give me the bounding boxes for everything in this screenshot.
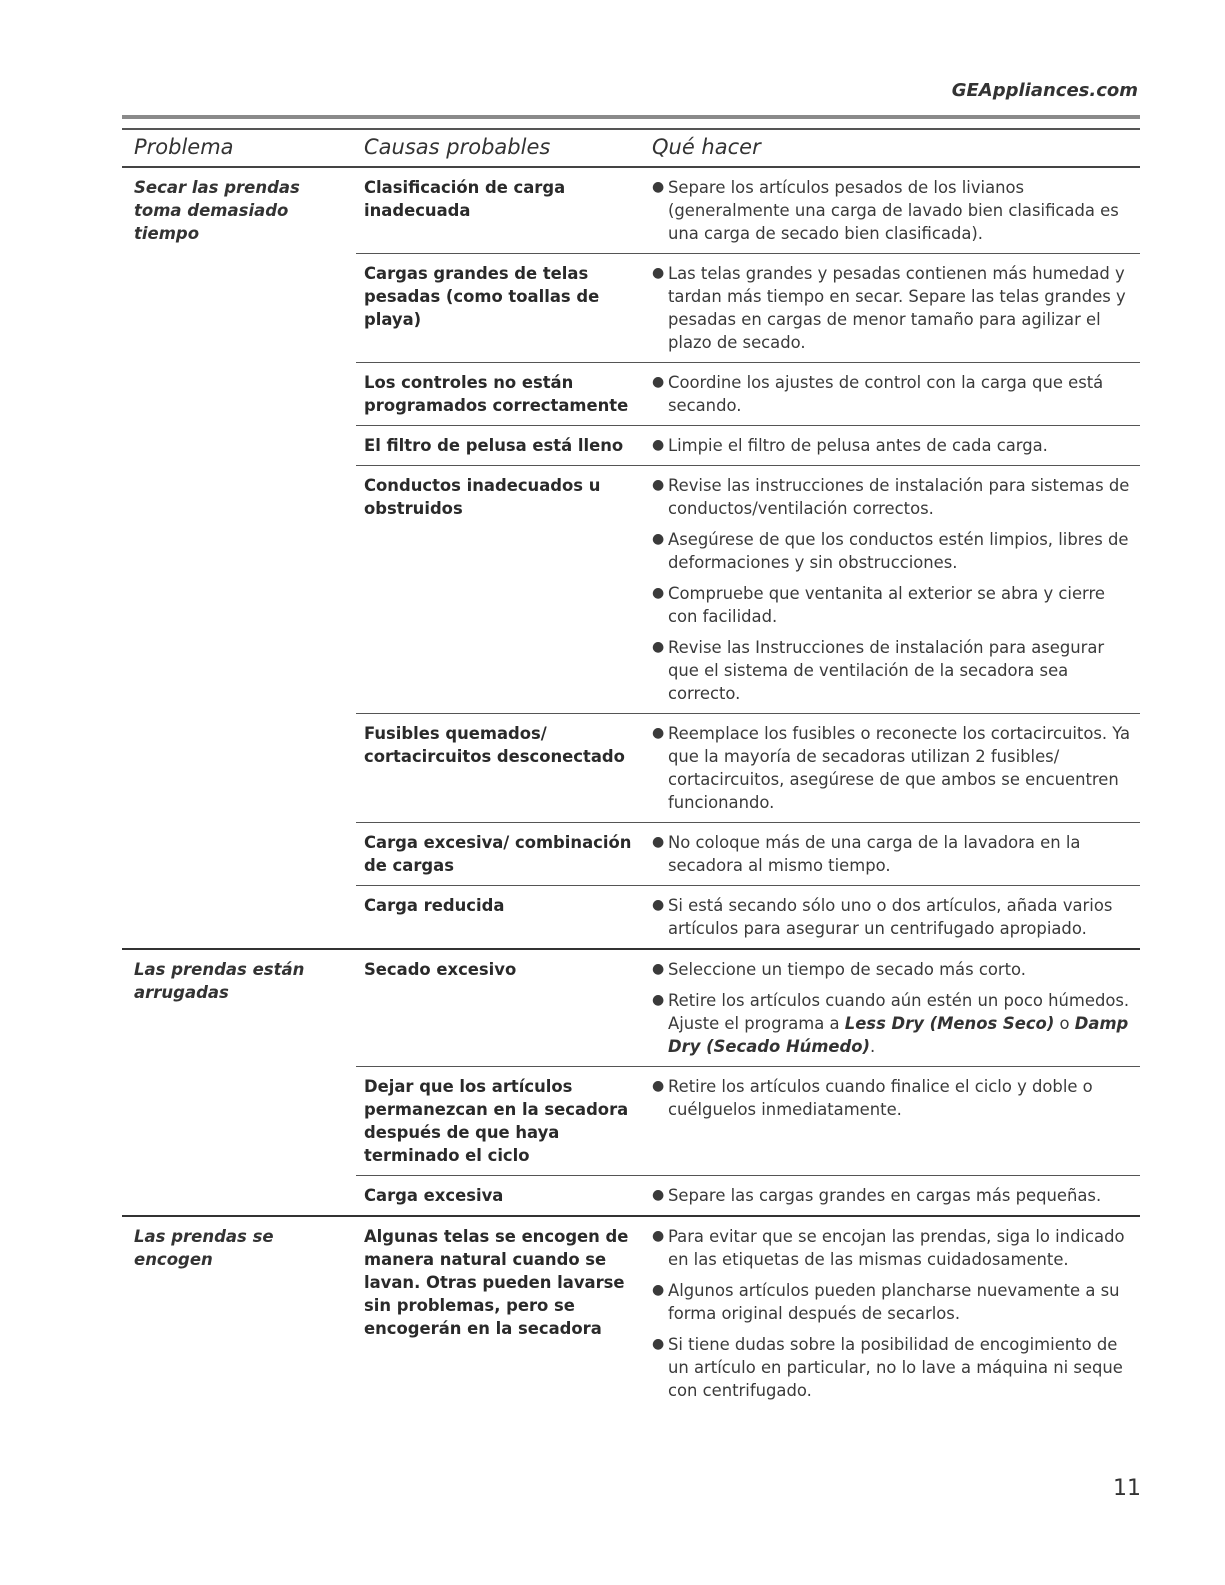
fix-cell [646, 254, 1140, 363]
cause-cell: Carga excesiva [356, 1176, 646, 1217]
list-item: ● Limpie el filtro de pelusa antes de cada carga. [652, 436, 1048, 455]
list-item: ● Revise las Instrucciones de instalación para asegurar que el sistema de ventilación de la secadora sea correcto. [652, 638, 1105, 703]
list-item: ● Compruebe que ventanita al exterior se abra y cierre con facilidad. [652, 584, 1105, 626]
fix-cell [646, 714, 1140, 823]
column-header-problem: Problema [122, 131, 356, 167]
fix-cell [646, 466, 1140, 714]
bullet-icon: ● [652, 531, 665, 547]
cause-cell: Fusibles quemados/ cortacircuitos desconectado [356, 714, 646, 823]
cause-cell: Secado excesivo [356, 949, 646, 1067]
cause-cell: Los controles no están programados correctamente [356, 363, 646, 426]
header-rule [122, 115, 1140, 119]
table-top-rule [122, 128, 1140, 130]
cause-cell: El filtro de pelusa está lleno [356, 426, 646, 466]
table-row [122, 167, 1140, 254]
column-header-action: Qué hacer [646, 131, 1140, 167]
cause-cell: Carga reducida [356, 886, 646, 950]
bullet-icon: ● [652, 1336, 665, 1352]
bullet-icon: ● [652, 1187, 665, 1203]
cause-cell: Cargas grandes de telas pesadas (como toallas de playa) [356, 254, 646, 363]
list-item: ● Para evitar que se encojan las prendas, siga lo indicado en las etiquetas de las mismas cuidadosamente. [652, 1227, 1125, 1269]
cycle-name-less-dry: Less Dry (Menos Seco) [844, 1014, 1055, 1033]
problem-cell: Las prendas están arrugadas [122, 949, 356, 1216]
bullet-icon: ● [652, 265, 665, 281]
problem-cell: Secar las prendas toma demasiado tiempo [134, 178, 300, 243]
bullet-icon: ● [652, 834, 665, 850]
bullet-icon: ● [652, 374, 665, 390]
bullet-icon: ● [652, 725, 665, 741]
list-item: ● Separe las cargas grandes en cargas más pequeñas. [652, 1186, 1102, 1205]
list-item: ● Si está secando sólo uno o dos artículos, añada varios artículos para asegurar un centrifugado apropiado. [652, 896, 1113, 938]
cause-cell: Carga excesiva/ combinación de cargas [356, 823, 646, 886]
troubleshooting-table [122, 131, 1140, 1410]
table-row [122, 1216, 1140, 1410]
column-header-causes: Causas probables [356, 131, 646, 167]
fix-cell [646, 949, 1140, 1067]
list-item: ● Reemplace los fusibles o reconecte los cortacircuitos. Ya que la mayoría de secadoras utilizan 2 fusibles/ cortacircuitos, asegúrese de que ambos se encuentren funcionando. [652, 724, 1131, 812]
bullet-icon: ● [652, 477, 665, 493]
bullet-icon: ● [652, 585, 665, 601]
cause-cell: Clasificación de carga inadecuada [364, 178, 566, 220]
bullet-icon: ● [652, 1078, 665, 1094]
bullet-icon: ● [652, 992, 665, 1008]
fix-cell [646, 426, 1140, 466]
bullet-icon: ● [652, 1228, 665, 1244]
fix-cell [646, 1067, 1140, 1176]
fix-cell [646, 823, 1140, 886]
list-item: ● Retire los artículos cuando finalice el ciclo y doble o cuélguelos inmediatamente. [652, 1077, 1093, 1119]
problem-cell: Las prendas se encogen [122, 1216, 356, 1410]
page-number: 11 [1113, 1476, 1141, 1501]
list-item: ● Coordine los ajustes de control con la carga que está secando. [652, 373, 1104, 415]
bullet-icon: ● [652, 179, 665, 195]
list-item: ● Asegúrese de que los conductos estén limpios, libres de deformaciones y sin obstrucciones. [652, 530, 1129, 572]
cause-cell: Conductos inadecuados u obstruidos [356, 466, 646, 714]
table-row [122, 949, 1140, 1067]
list-item: ● Si tiene dudas sobre la posibilidad de encogimiento de un artículo en particular, no lo lave a máquina ni seque con centrifugado. [652, 1335, 1123, 1400]
fix-cell [646, 886, 1140, 950]
bullet-icon: ● [652, 1282, 665, 1298]
fix-cell [646, 363, 1140, 426]
bullet-icon: ● [652, 437, 665, 453]
list-item: ● Seleccione un tiempo de secado más corto. [652, 960, 1027, 979]
bullet-icon: ● [652, 961, 665, 977]
list-item: ● Retire los artículos cuando aún estén un poco húmedos. Ajuste el programa a Less Dry (Menos Seco) o Damp Dry (Secado Húmedo). [652, 991, 1130, 1056]
cause-cell: Dejar que los artículos permanezcan en la secadora después de que haya terminado el ciclo [356, 1067, 646, 1176]
website-header: GEAppliances.com [951, 80, 1138, 101]
list-item: ● Algunos artículos pueden plancharse nuevamente a su forma original después de secarlos. [652, 1281, 1120, 1323]
fix-cell [646, 1216, 1140, 1410]
fix-cell [646, 167, 1140, 254]
bullet-icon: ● [652, 897, 665, 913]
list-item: ● Las telas grandes y pesadas contienen más humedad y tardan más tiempo en secar. Separe las telas grandes y pesadas en cargas de menor tamaño para agilizar el plazo de secado. [652, 264, 1126, 352]
table-header-row [122, 131, 1140, 167]
list-item: ● Revise las instrucciones de instalación para sistemas de conductos/ventilación correctos. [652, 476, 1130, 518]
cycle-name-damp-dry: Damp Dry (Secado Húmedo) [668, 1014, 1129, 1056]
cause-cell: Algunas telas se encogen de manera natural cuando se lavan. Otras pueden lavarse sin problemas, pero se encogerán en la secadora [356, 1216, 646, 1410]
list-item: ● No coloque más de una carga de la lavadora en la secadora al mismo tiempo. [652, 833, 1081, 875]
list-item: ● Separe los artículos pesados de los livianos (generalmente una carga de lavado bien clasificada es una carga de secado bien clasificada). [652, 178, 1119, 243]
fix-cell [646, 1176, 1140, 1217]
bullet-icon: ● [652, 639, 665, 655]
